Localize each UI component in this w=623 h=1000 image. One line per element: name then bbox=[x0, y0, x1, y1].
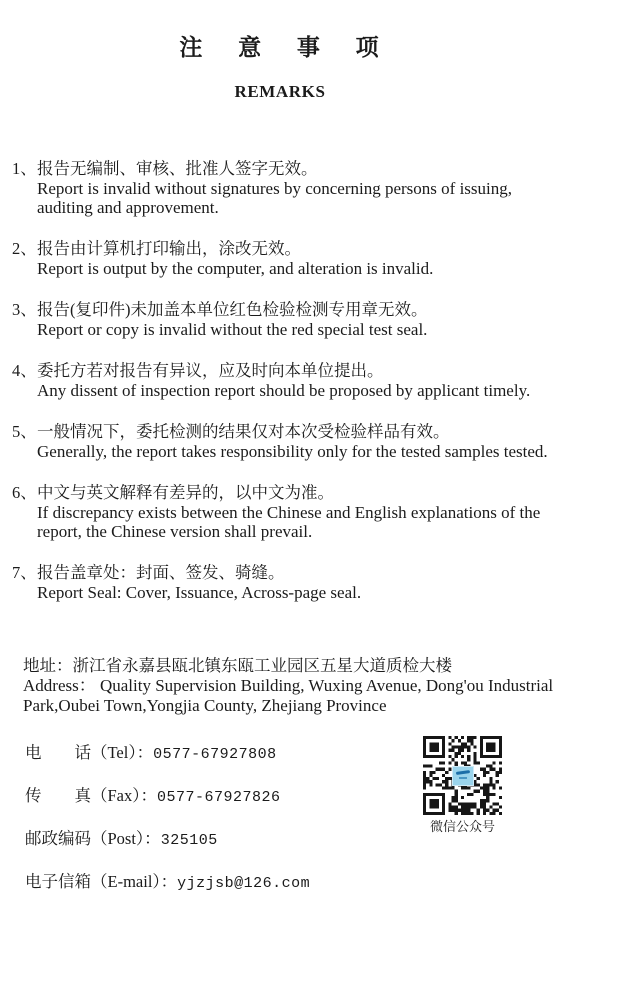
contact-row-tel bbox=[25, 742, 623, 765]
contact-row-post bbox=[25, 828, 623, 851]
item-body bbox=[37, 158, 605, 217]
contact-block bbox=[25, 742, 623, 894]
item-text-chinese: 中文与英文解释有差异的，以中文为准。 bbox=[37, 483, 334, 502]
item-number: 5、 bbox=[12, 422, 37, 441]
item-number: 7、 bbox=[12, 563, 37, 582]
tel-label: 电 话（Tel）： bbox=[25, 743, 154, 762]
remark-item-6 bbox=[12, 482, 605, 541]
item-text-chinese: 报告盖章处：封面、签发、骑缝。 bbox=[37, 563, 285, 582]
item-number: 1、 bbox=[12, 159, 37, 178]
fax-value: 0577-67927826 bbox=[157, 789, 281, 806]
item-body bbox=[37, 299, 605, 339]
remark-item-2 bbox=[12, 238, 605, 278]
remark-item-7 bbox=[12, 562, 605, 602]
contact-row-email bbox=[25, 871, 623, 894]
remarks-list bbox=[0, 158, 623, 602]
item-text-chinese: 报告无编制、审核、批准人签字无效。 bbox=[37, 159, 318, 178]
tel-value: 0577-67927808 bbox=[153, 746, 277, 763]
wechat-qr-code bbox=[422, 736, 503, 815]
address-block bbox=[23, 655, 603, 716]
qr-caption: 微信公众号 bbox=[429, 819, 495, 834]
post-label: 邮政编码（Post）： bbox=[25, 829, 161, 848]
remark-item-3 bbox=[12, 299, 605, 339]
item-body bbox=[37, 238, 605, 278]
post-value: 325105 bbox=[160, 832, 218, 849]
qr-center-logo bbox=[452, 766, 474, 786]
page-header bbox=[0, 36, 560, 100]
item-text-chinese: 一般情况下，委托检测的结果仅对本次受检验样品有效。 bbox=[37, 422, 450, 441]
item-number: 4、 bbox=[12, 361, 37, 380]
email-value: yjzjsb@126.com bbox=[177, 875, 311, 892]
item-body bbox=[37, 482, 605, 541]
item-text-chinese: 报告由计算机打印输出，涂改无效。 bbox=[37, 239, 301, 258]
item-text-english: Any dissent of inspection report should be proposed by applicant timely. bbox=[37, 381, 531, 400]
remark-item-4 bbox=[12, 360, 605, 400]
remark-item-1 bbox=[12, 158, 605, 217]
remark-item-5 bbox=[12, 421, 605, 461]
item-number: 2、 bbox=[12, 239, 37, 258]
fax-label: 传 真（Fax）： bbox=[25, 786, 157, 805]
item-text-english: If discrepancy exists between the Chinese and English explanations of the report, the Chinese version shall prevail. bbox=[37, 503, 541, 541]
item-text-chinese: 报告(复印件)未加盖本单位红色检验检测专用章无效。 bbox=[37, 300, 428, 319]
address-english: Address： Quality Supervision Building, Wuxing Avenue, Dong'ou Industrial Park,Oubei Town,Yongjia County, Zhejiang Province bbox=[23, 676, 554, 715]
item-text-english: Report or copy is invalid without the red special test seal. bbox=[37, 320, 428, 339]
item-text-english: Generally, the report takes responsibility only for the tested samples tested. bbox=[37, 442, 548, 461]
item-body bbox=[37, 421, 605, 461]
item-text-english: Report is invalid without signatures by concerning persons of issuing, auditing and approvement. bbox=[37, 179, 512, 217]
item-text-english: Report Seal: Cover, Issuance, Across-page seal. bbox=[37, 583, 362, 602]
item-body bbox=[37, 562, 605, 602]
item-text-chinese: 委托方若对报告有异议，应及时向本单位提出。 bbox=[37, 361, 384, 380]
item-body bbox=[37, 360, 605, 400]
page-title-chinese: 注 意 事 项 bbox=[179, 35, 381, 60]
page-title-english: REMARKS bbox=[234, 82, 326, 101]
email-label: 电子信箱（E-mail）： bbox=[25, 872, 178, 891]
address-chinese: 地址：浙江省永嘉县瓯北镇东瓯工业园区五星大道质检大楼 bbox=[23, 656, 452, 675]
item-text-english: Report is output by the computer, and alteration is invalid. bbox=[37, 259, 434, 278]
contact-row-fax bbox=[25, 785, 623, 808]
item-number: 6、 bbox=[12, 483, 37, 502]
item-number: 3、 bbox=[12, 300, 37, 319]
